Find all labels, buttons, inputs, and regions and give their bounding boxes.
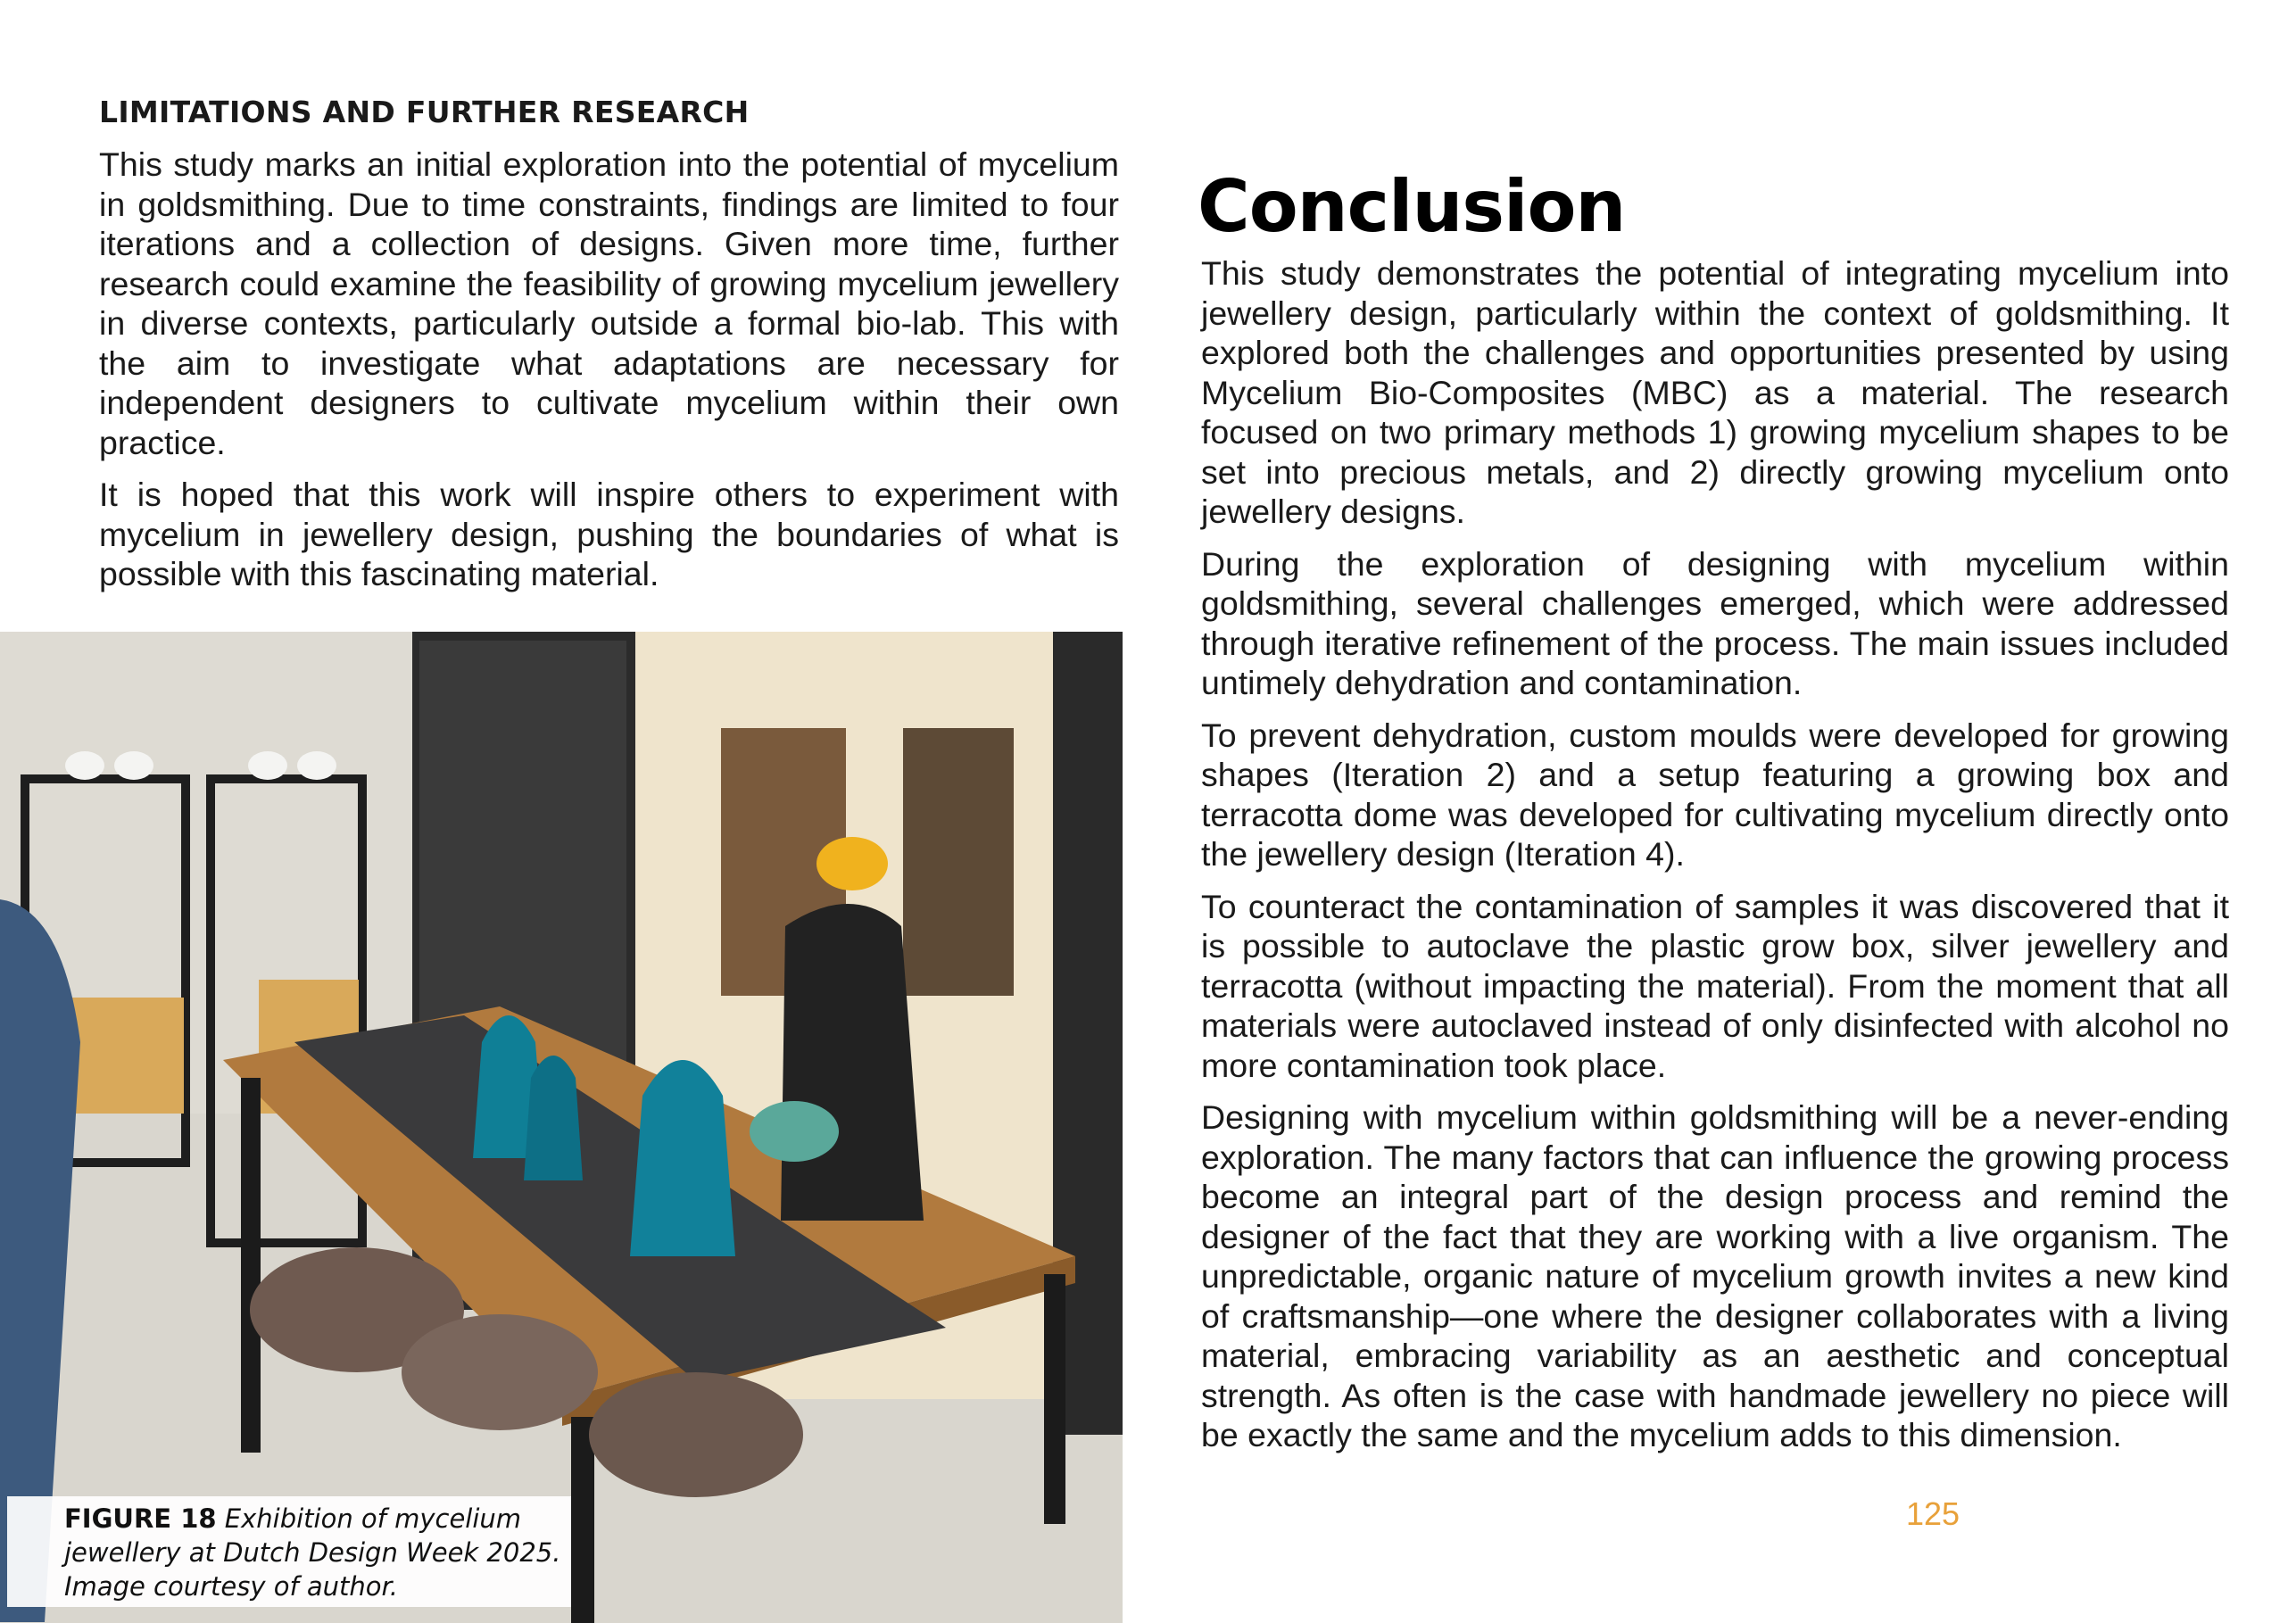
conclusion-paragraph-1: This study demonstrates the potential of integrating mycelium into jewellery design, particularly within the context of goldsmithing. It explored both the challenges and opportunities presented by using Mycelium Bio-Composites (MBC) as a material. The research focused on two primary methods 1) growing mycelium shapes to be set into precious metals, and 2) directly growing mycelium onto jewellery designs. [1201,254,2229,530]
figure-caption [7,1496,571,1607]
conclusion-paragraph-3: To prevent dehydration, custom moulds were developed for growing shapes (Iteration 2) and a setup featuring a growing box and terracotta dome was developed for cultivating mycelium directly onto the jewellery design (Iteration 4). [1201,716,2229,873]
conclusion-paragraph-5: Designing with mycelium within goldsmithing will be a never-ending exploration. The many factors that can influence the growing process become an integral part of the design process and remind the designer of the fact that they are working with a live organism. The unpredictable, organic nature of mycelium growth invites a new kind of craftsmanship—one where the designer collaborates with a living material, embracing variability as an aesthetic and conceptual strength. As often is the case with handmade jewellery no piece will be exactly the same and the mycelium adds to this dimension. [1201,1098,2229,1453]
page-number: 125 [1906,1495,1960,1532]
exhibition-photo [0,632,1123,1623]
conclusion-text [1201,253,2229,1468]
figure-label: FIGURE 18 [64,1503,217,1534]
conclusion-title: Conclusion [1198,165,1626,248]
figure-caption-text: Exhibition of mycelium jewellery at Dutch Design Week 2025. Image courtesy of author. [64,1503,561,1602]
limitations-paragraph-1: This study marks an initial exploration into the potential of mycelium in goldsmithing. Due to time constraints, findings are limited to four iterations and a collection of designs. Given more time, further research could examine the feasibility of growing mycelium jewellery in diverse contexts, particularly outside a formal bio-lab. This with the aim to investigate what adaptations are necessary for independent designers to cultivate mycelium within their own practice. [99,145,1119,461]
conclusion-paragraph-4: To counteract the contamination of samples it was discovered that it is possible to autoclave the plastic grow box, silver jewellery and terracotta (without impacting the material). From the moment that all materials were autoclaved instead of only disinfected with alcohol no more contamination took place. [1201,887,2229,1084]
limitations-heading: LIMITATIONS AND FURTHER RESEARCH [99,95,750,129]
conclusion-paragraph-2: During the exploration of designing with mycelium within goldsmithing, several challenges emerged, which were addressed through iterative refinement of the process. The main issues included untimely dehydration and contamination. [1201,544,2229,701]
limitations-text [99,145,1119,607]
limitations-paragraph-2: It is hoped that this work will inspire others to experiment with mycelium in jewellery design, pushing the boundaries of what is possible with this fascinating material. [99,476,1119,592]
